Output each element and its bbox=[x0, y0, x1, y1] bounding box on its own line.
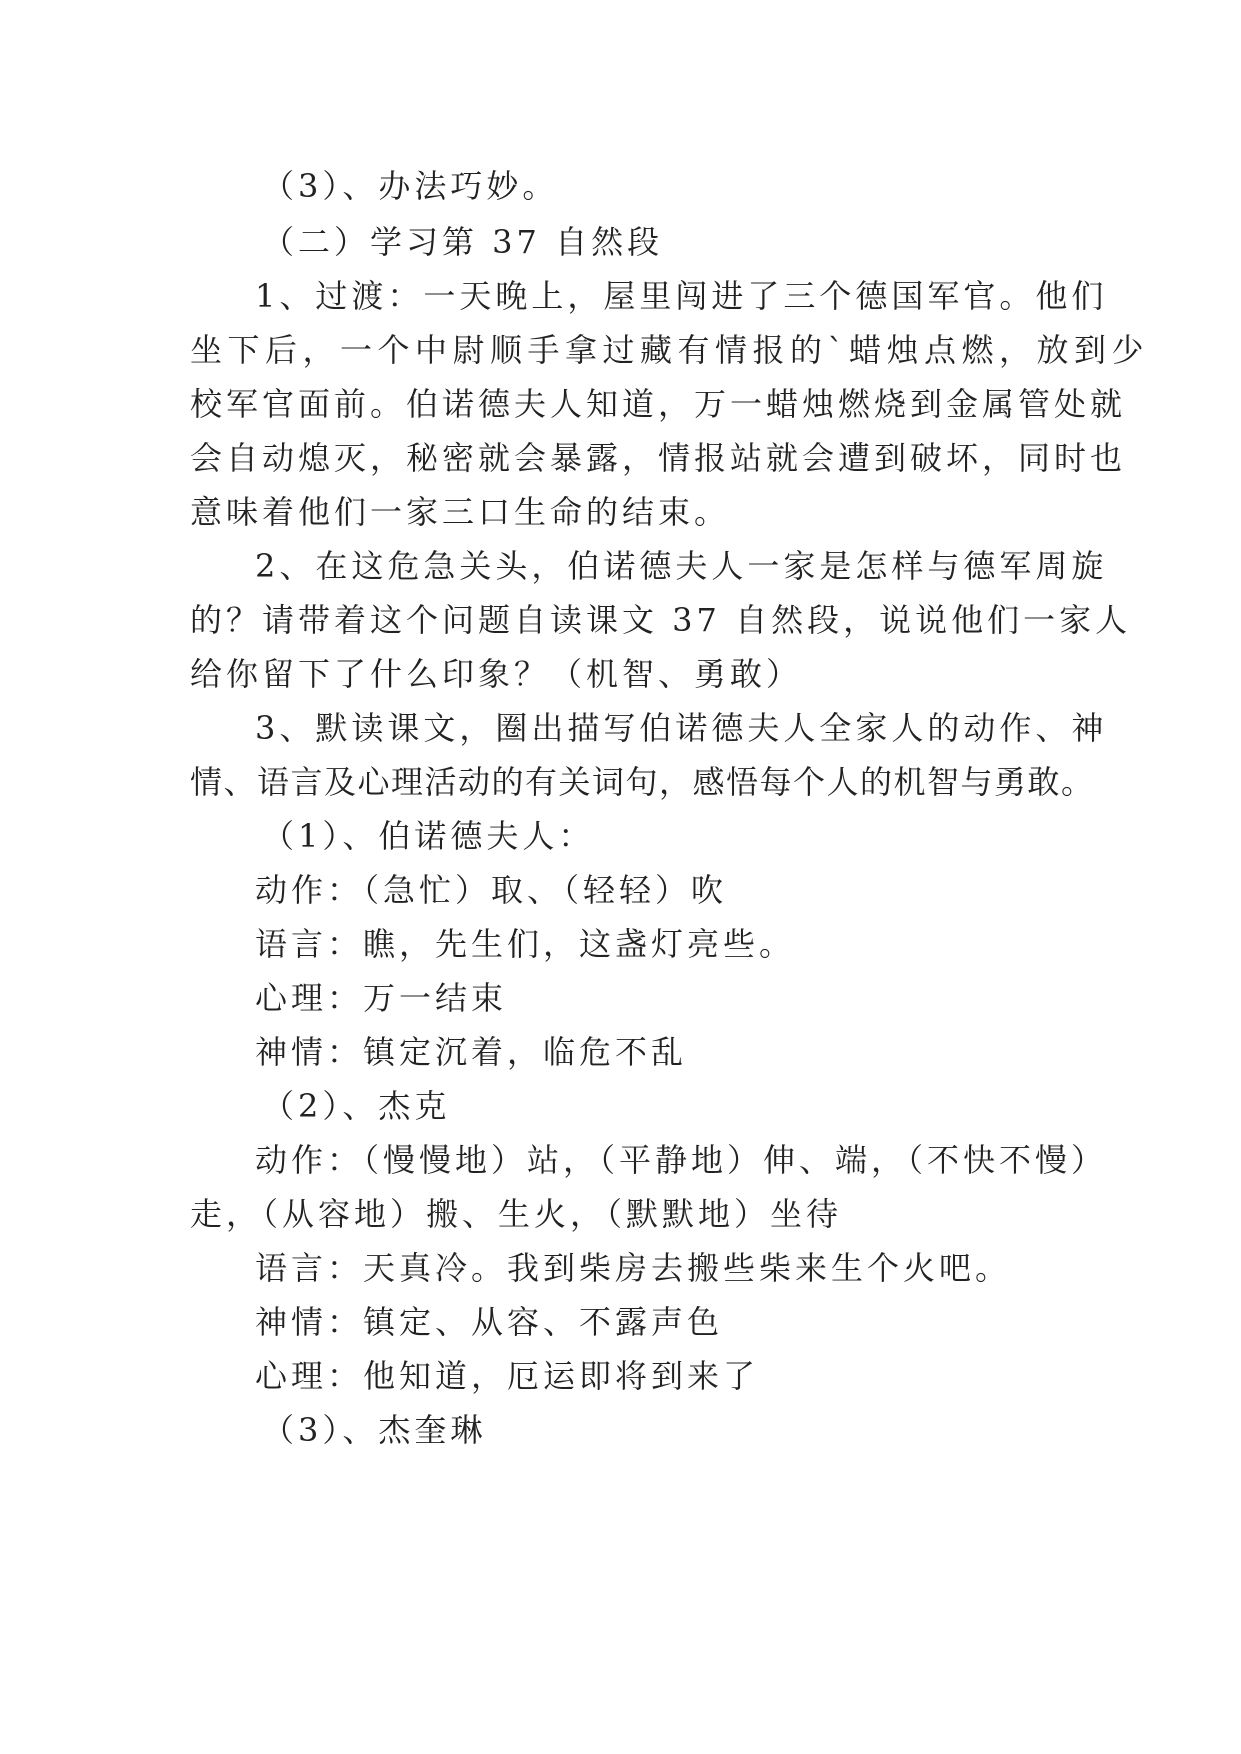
paragraph-9: 的？请带着这个问题自读课文 37 自然段，说说他们一家人 bbox=[190, 601, 1132, 639]
paragraph-8: 2、在这危急关头，伯诺德夫人一家是怎样与德军周旋 bbox=[255, 547, 1108, 585]
paragraph-15: 语言：瞧，先生们，这盏灯亮些。 bbox=[255, 925, 796, 963]
paragraph-4: 坐下后，一个中尉顺手拿过藏有情报的`蜡烛点燃，放到少 bbox=[190, 331, 1150, 369]
paragraph-2: （二）学习第 37 自然段 bbox=[262, 223, 664, 261]
paragraph-3: 1、过渡：一天晚上，屋里闯进了三个德国军官。他们 bbox=[255, 277, 1108, 315]
paragraph-13: （1）、伯诺德夫人： bbox=[262, 817, 595, 855]
paragraph-5: 校军官面前。伯诺德夫人知道，万一蜡烛燃烧到金属管处就 bbox=[190, 385, 1127, 423]
paragraph-21: 语言：天真冷。我到柴房去搬些柴来生个火吧。 bbox=[255, 1249, 1012, 1287]
paragraph-18: （2）、杰克 bbox=[262, 1087, 451, 1125]
paragraph-19: 动作：（慢慢地）站，（平静地）伸、端，（不快不慢） bbox=[255, 1141, 1108, 1179]
paragraph-12: 情、语言及心理活动的有关词句，感悟每个人的机智与勇敢。 bbox=[190, 763, 1095, 801]
paragraph-6: 会自动熄灭，秘密就会暴露，情报站就会遭到破坏，同时也 bbox=[190, 439, 1127, 477]
paragraph-16: 心理：万一结束 bbox=[255, 979, 508, 1017]
paragraph-10: 给你留下了什么印象？（机智、勇敢） bbox=[190, 655, 803, 693]
paragraph-22: 神情：镇定、从容、不露声色 bbox=[255, 1303, 724, 1341]
paragraph-11: 3、默读课文，圈出描写伯诺德夫人全家人的动作、神 bbox=[255, 709, 1108, 747]
paragraph-23: 心理：他知道，厄运即将到来了 bbox=[255, 1357, 760, 1395]
paragraph-24: （3）、杰奎琳 bbox=[262, 1411, 487, 1449]
paragraph-17: 神情：镇定沉着，临危不乱 bbox=[255, 1033, 688, 1071]
paragraph-1: （3）、办法巧妙。 bbox=[262, 167, 559, 205]
paragraph-14: 动作：（急忙）取、（轻轻）吹 bbox=[255, 871, 728, 909]
paragraph-20: 走，（从容地）搬、生火，（默默地）坐待 bbox=[190, 1195, 843, 1233]
paragraph-7: 意味着他们一家三口生命的结束。 bbox=[190, 493, 731, 531]
